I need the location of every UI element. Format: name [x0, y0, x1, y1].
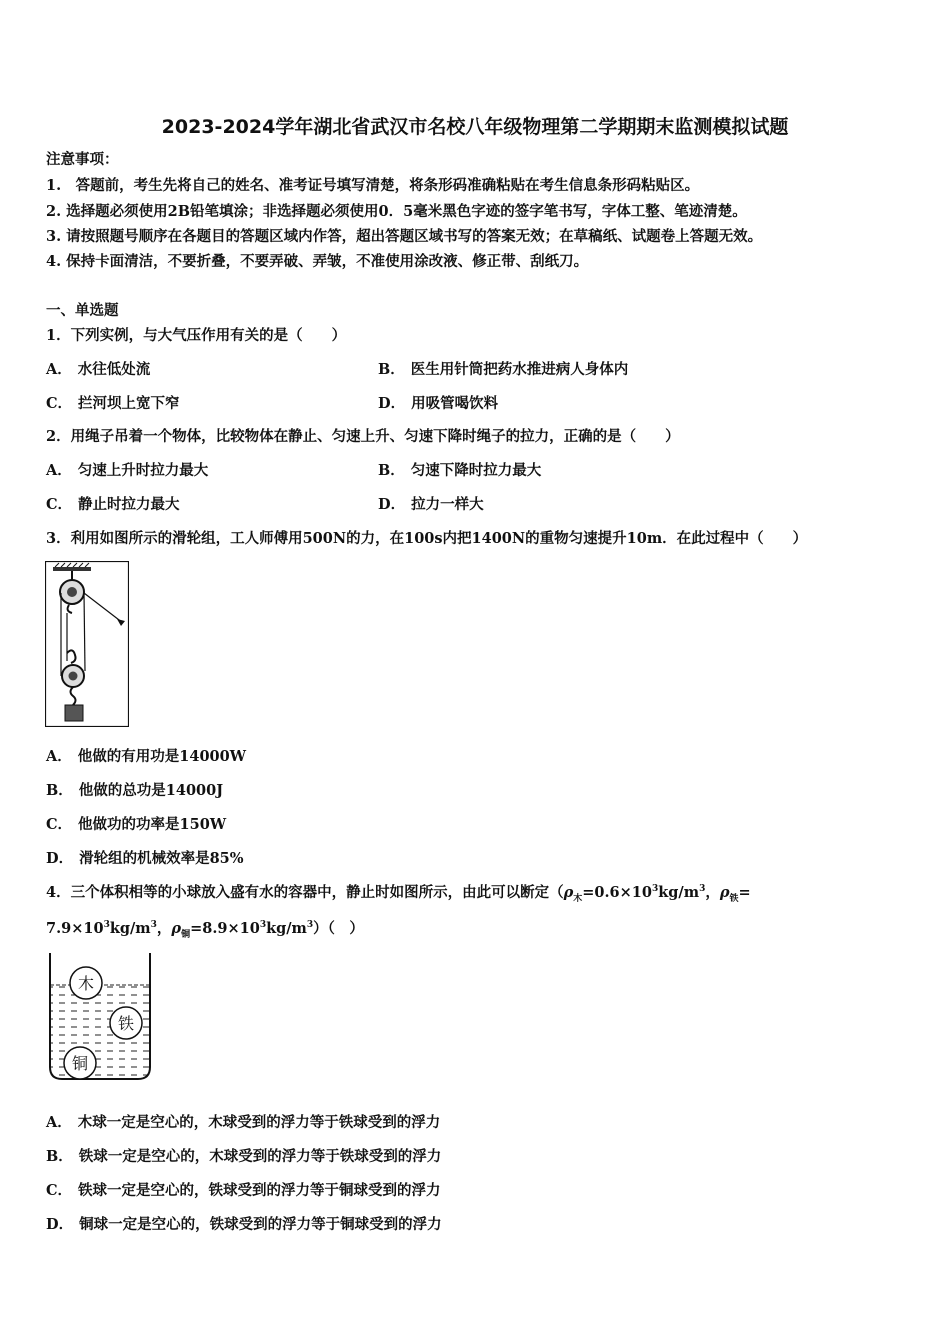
option-text: 铁球一定是空心的，铁球受到的浮力等于铜球受到的浮力	[78, 1182, 441, 1199]
question-4-stem-line-1	[46, 884, 751, 902]
option-label: B．	[46, 782, 73, 799]
density-unit: kg/m	[658, 884, 700, 901]
option-text: 铁球一定是空心的，木球受到的浮力等于铁球受到的浮力	[78, 1148, 442, 1165]
option-label: A．	[46, 462, 72, 479]
question-2-option-c	[46, 496, 180, 514]
question-1-option-c	[46, 395, 180, 413]
copper-density-value: =8.9×10	[190, 920, 260, 937]
separator: ，	[156, 920, 172, 937]
question-2-option-d	[378, 496, 484, 514]
question-4-option-d	[46, 1216, 442, 1234]
page-title: 2023-2024学年湖北省武汉市名校八年级物理第二学期期末监测模拟试题	[161, 116, 789, 138]
iron-subscript: 铁	[729, 893, 739, 904]
section-heading: 一、单选题	[46, 302, 119, 319]
option-label: C．	[46, 496, 73, 513]
ceiling	[53, 567, 91, 571]
option-text: 他做的有用功是14000W	[77, 748, 246, 765]
exponent: 3	[103, 920, 110, 931]
question-1-option-b	[378, 361, 628, 379]
question-4-option-b	[46, 1148, 441, 1166]
note-item-3: 3. 请按照题号顺序在各题目的答题区域内作答，超出答题区域书写的答案无效；在草稿纸、试题卷上答题无效。	[46, 228, 763, 245]
option-label: C．	[46, 395, 73, 412]
note-item-4: 4. 保持卡面清洁，不要折叠，不要弄破、弄皱，不准使用涂改液、修正带、刮纸刀。	[46, 253, 589, 270]
density-unit: kg/m	[109, 920, 151, 937]
question-2-option-a	[46, 462, 208, 480]
question-3-stem: 3．利用如图所示的滑轮组，工人师傅用500N的力，在100s内把1400N的重物匀速提升10m．在此过程中（ ）	[46, 530, 808, 547]
container-balls-figure	[46, 951, 154, 1083]
rho-symbol: ρ	[719, 884, 730, 901]
option-label: A．	[46, 1114, 72, 1131]
stem-tail: ）（ ）	[313, 920, 364, 937]
rho-symbol: ρ	[171, 920, 182, 937]
question-3-option-a	[46, 748, 246, 766]
option-label: D．	[378, 395, 406, 412]
option-text: 用吸管喝饮料	[411, 395, 499, 412]
rho-symbol: ρ	[563, 884, 574, 901]
iron-density-value: 7.9×10	[46, 920, 104, 937]
option-text: 滑轮组的机械效率是85%	[79, 850, 244, 867]
option-text: 铜球一定是空心的，铁球受到的浮力等于铜球受到的浮力	[79, 1216, 442, 1233]
question-2-option-b	[378, 462, 541, 480]
question-1-option-a	[46, 361, 150, 379]
option-label: C．	[46, 816, 73, 833]
question-4-stem-line-2	[46, 920, 364, 938]
question-4-option-a	[46, 1114, 440, 1132]
option-text: 他做功的功率是150W	[78, 816, 227, 833]
option-label: D．	[46, 850, 74, 867]
exponent: 3	[651, 884, 659, 895]
option-text: 拦河坝上宽下窄	[78, 395, 180, 412]
separator: ，	[705, 884, 720, 901]
figure-frame	[46, 562, 129, 727]
copper-subscript: 铜	[181, 929, 191, 940]
option-label: D．	[46, 1216, 74, 1233]
question-2-stem: 2．用绳子吊着一个物体，比较物体在静止、匀速上升、匀速下降时绳子的拉力，正确的是（ ）	[46, 428, 680, 445]
exponent: 3	[259, 920, 267, 931]
notes-heading: 注意事项：	[46, 151, 119, 168]
iron-ball-label: 铁	[117, 1014, 135, 1033]
option-label: A．	[46, 361, 72, 378]
exponent: 3	[150, 920, 157, 931]
option-label: C．	[46, 1182, 73, 1199]
question-1-stem: 1．下列实例，与大气压作用有关的是（ ）	[46, 327, 347, 344]
option-text: 他做的总功是14000J	[78, 782, 224, 799]
option-label: B．	[378, 462, 405, 479]
option-label: D．	[378, 496, 406, 513]
option-text: 匀速上升时拉力最大	[77, 462, 209, 479]
note-item-2: 2. 选择题必须使用2B铅笔填涂；非选择题必须使用0．5毫米黑色字迹的签字笔书写，字体工整、笔迹清楚。	[46, 203, 747, 220]
option-text: 静止时拉力最大	[78, 496, 180, 513]
equals-sign: =	[738, 884, 751, 901]
copper-ball-label: 铜	[71, 1054, 89, 1073]
weight-block	[65, 705, 83, 721]
pulley-system-figure	[45, 561, 129, 727]
question-1-option-d	[378, 395, 498, 413]
option-text: 匀速下降时拉力最大	[410, 462, 542, 479]
exponent: 3	[699, 884, 706, 895]
fixed-pulley-axle	[67, 587, 77, 597]
question-3-option-c	[46, 816, 226, 834]
stem-text: 4．三个体积相等的小球放入盛有水的容器中，静止时如图所示，由此可以断定（	[46, 884, 564, 901]
option-label: B．	[378, 361, 405, 378]
question-3-option-b	[46, 782, 223, 800]
option-text: 木球一定是空心的，木球受到的浮力等于铁球受到的浮力	[77, 1114, 441, 1131]
option-label: A．	[46, 748, 72, 765]
wood-ball-label: 木	[77, 974, 95, 993]
question-4-option-c	[46, 1182, 441, 1200]
wood-subscript: 木	[573, 893, 583, 904]
question-3-option-d	[46, 850, 244, 868]
option-text: 医生用针筒把药水推进病人身体内	[410, 361, 629, 378]
density-unit: kg/m	[266, 920, 307, 937]
exponent: 3	[306, 920, 314, 931]
wood-density-value: =0.6×10	[582, 884, 652, 901]
option-text: 水往低处流	[77, 361, 151, 378]
option-label: B．	[46, 1148, 73, 1165]
note-item-1: 1. 答题前，考生先将自己的姓名、准考证号填写清楚，将条形码准确粘贴在考生信息条形码粘贴区。	[46, 177, 700, 194]
option-text: 拉力一样大	[411, 496, 484, 513]
